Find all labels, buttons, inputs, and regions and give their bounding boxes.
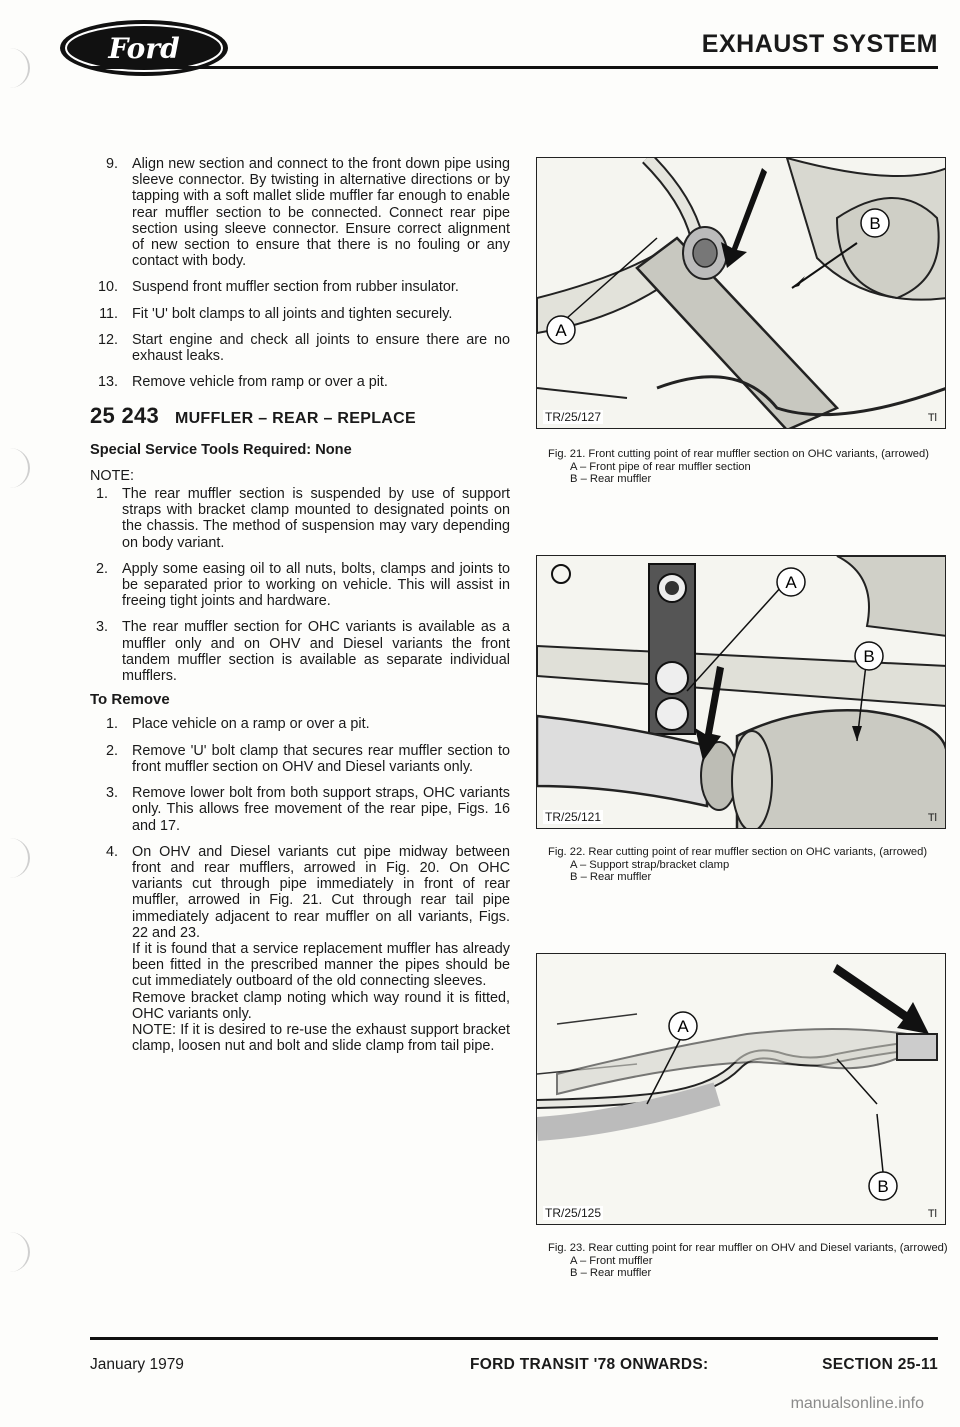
- figure-22: [536, 555, 946, 829]
- label-b: B: [869, 214, 881, 233]
- caption-legend-a: A – Support strap/bracket clamp: [570, 858, 730, 871]
- step-text: [132, 844, 510, 1055]
- step-text: [132, 279, 510, 295]
- step-number: 9.: [105, 156, 118, 172]
- caption-title: Fig. 21. Front cutting point of rear muffler section on OHC variants, (arrowed): [548, 448, 929, 460]
- caption-legend-b: B – Rear muffler: [570, 871, 652, 884]
- figure-21-illustration: [537, 158, 946, 429]
- continued-steps: [90, 156, 510, 390]
- list-item: [90, 279, 510, 295]
- section-heading: [90, 403, 510, 429]
- binder-hole: [0, 448, 30, 488]
- label-b: B: [863, 647, 875, 666]
- list-item: [90, 716, 510, 732]
- list-item: [90, 332, 510, 364]
- step-paragraph: Apply some easing oil to all nuts, bolts, clamps and joints to be separated prior to working on vehicle. This will assist in freeing tight joints and hardware.: [122, 560, 510, 610]
- step-text: [122, 486, 510, 551]
- figure-23-corner: Tl: [927, 1208, 937, 1220]
- list-item: [90, 743, 510, 775]
- svg-text:Ford: Ford: [108, 32, 180, 65]
- label-b: B: [877, 1177, 889, 1196]
- figure-21-ref: TR/25/127: [545, 410, 602, 424]
- step-text: [122, 561, 510, 610]
- step-number: 2.: [95, 560, 108, 577]
- step-number: 3.: [95, 619, 108, 636]
- step-paragraph: Place vehicle on a ramp or over a pit.: [132, 716, 370, 733]
- figure-21: [536, 157, 946, 429]
- step-number: 1.: [95, 486, 108, 503]
- step-number: 11.: [99, 305, 118, 322]
- binder-hole: [0, 1232, 30, 1272]
- list-item: [90, 561, 510, 610]
- caption-legend-b: B – Rear muffler: [570, 473, 652, 486]
- step-number: 4.: [105, 843, 118, 860]
- figure-22-corner: Tl: [927, 812, 937, 824]
- caption-legend-a: A – Front pipe of rear muffler section: [570, 460, 751, 473]
- figure-22-caption: [548, 846, 948, 884]
- header-rule: [90, 66, 938, 69]
- label-a: A: [785, 573, 797, 592]
- label-a: A: [677, 1017, 689, 1036]
- step-text: [132, 332, 510, 364]
- figure-23-illustration: [537, 954, 946, 1225]
- figure-22-ref: TR/25/121: [545, 810, 602, 824]
- step-text: [132, 743, 510, 775]
- list-item: [90, 486, 510, 551]
- section-code: 25 243: [90, 403, 160, 429]
- binder-hole: [0, 838, 30, 878]
- figure-23: [536, 953, 946, 1225]
- step-paragraph: The rear muffler section for OHC variants is available as a muffler only and on OHV and Diesel variants the front tandem muffler section is available as separate individual mufflers.: [122, 619, 510, 685]
- step-paragraph: On OHV and Diesel variants cut pipe midway between front and rear mufflers, arrowed in Fig. 20. On OHC variants cut through pipe immediately in front of rear muffler, arrowed in Fig. 21. Cut through rear tail pipe immediately adjacent to rear muffler on all variants, Figs. 22 and 23.: [132, 843, 510, 941]
- remove-heading: To Remove: [90, 691, 170, 709]
- list-item: [90, 619, 510, 684]
- step-paragraph: Remove bracket clamp noting which way round it is fitted, OHC variants only.: [132, 989, 510, 1022]
- step-text: [122, 619, 510, 684]
- notes-list: [90, 486, 510, 684]
- step-paragraph: Remove lower bolt from both support straps, OHC variants only. This allows free movement of the rear pipe, Figs. 16 and 17.: [132, 785, 510, 834]
- special-tools: Special Service Tools Required: None: [90, 441, 352, 458]
- footer-date: January 1979: [90, 1356, 184, 1373]
- step-paragraph: Suspend front muffler section from rubber insulator.: [132, 279, 459, 296]
- label-a: A: [555, 321, 567, 340]
- step-number: 3.: [105, 785, 118, 802]
- remove-steps-list: [90, 716, 510, 1054]
- step-paragraph: Align new section and connect to the front down pipe using sleeve connector. By twisting in alternative directions or by tapping with a soft mallet slide muffler far enough to enable rear muffler section to be connected. Connect rear pipe section using sleeve connector. Ensure correct alignment of new section to ensure that there is no fouling or any contact with body.: [132, 156, 510, 270]
- caption-title: Fig. 23. Rear cutting point for rear muffler on OHV and Diesel variants, (arrowed): [548, 1242, 948, 1254]
- footer-section: SECTION 25-11: [822, 1356, 938, 1373]
- step-text: [132, 374, 510, 390]
- step-paragraph: Remove vehicle from ramp or over a pit.: [132, 374, 388, 391]
- list-item: [90, 374, 510, 390]
- binder-hole: [0, 48, 30, 88]
- figure-21-caption: [548, 448, 948, 486]
- step-paragraph: Remove 'U' bolt clamp that secures rear muffler section to front muffler section on OHV and Diesel variants only.: [132, 742, 510, 775]
- figure-23-caption: [548, 1242, 948, 1280]
- step-paragraph: Fit 'U' bolt clamps to all joints and tighten securely.: [132, 305, 453, 322]
- figure-22-illustration: [537, 556, 946, 829]
- caption-legend-a: A – Front muffler: [570, 1254, 653, 1267]
- list-item: [90, 785, 510, 834]
- step-paragraph: Start engine and check all joints to ensure there are no exhaust leaks.: [132, 331, 510, 365]
- section-title: MUFFLER – REAR – REPLACE: [174, 410, 416, 428]
- ford-logo: [58, 18, 230, 78]
- left-column: [90, 156, 510, 1064]
- footer-rule: [90, 1337, 938, 1340]
- step-paragraph: If it is found that a service replacement muffler has already been fitted in the prescribed manner the pipes should be cut immediately outboard of the old connecting sleeves.: [132, 940, 510, 990]
- footer-publication: FORD TRANSIT '78 ONWARDS:: [470, 1356, 709, 1373]
- step-paragraph: The rear muffler section is suspended by use of support straps with bracket clamp mounted to designated points on the chassis. The method of suspension may vary depending on body variant.: [122, 486, 510, 551]
- footer-website: manualsonline.info: [790, 1395, 924, 1412]
- step-number: 2.: [105, 742, 118, 759]
- page-title: EXHAUST SYSTEM: [701, 30, 938, 58]
- caption-legend-b: B – Rear muffler: [570, 1267, 652, 1280]
- caption-title: Fig. 22. Rear cutting point of rear muffler section on OHC variants, (arrowed): [548, 846, 928, 858]
- list-item: [90, 844, 510, 1055]
- step-paragraph: NOTE: If it is desired to re-use the exhaust support bracket clamp, loosen nut and bolt and slide clamp from tail pipe.: [132, 1021, 510, 1055]
- step-text: [132, 156, 510, 269]
- step-text: [132, 716, 510, 732]
- step-number: 1.: [105, 716, 118, 733]
- note-label: NOTE:: [90, 467, 134, 484]
- step-number: 13.: [97, 374, 118, 391]
- step-text: [132, 306, 510, 322]
- list-item: [90, 156, 510, 269]
- list-item: [90, 306, 510, 322]
- step-number: 10.: [97, 279, 118, 296]
- figure-21-corner: Tl: [927, 412, 937, 424]
- step-text: [132, 785, 510, 834]
- step-number: 12.: [97, 331, 118, 348]
- figure-23-ref: TR/25/125: [545, 1206, 602, 1220]
